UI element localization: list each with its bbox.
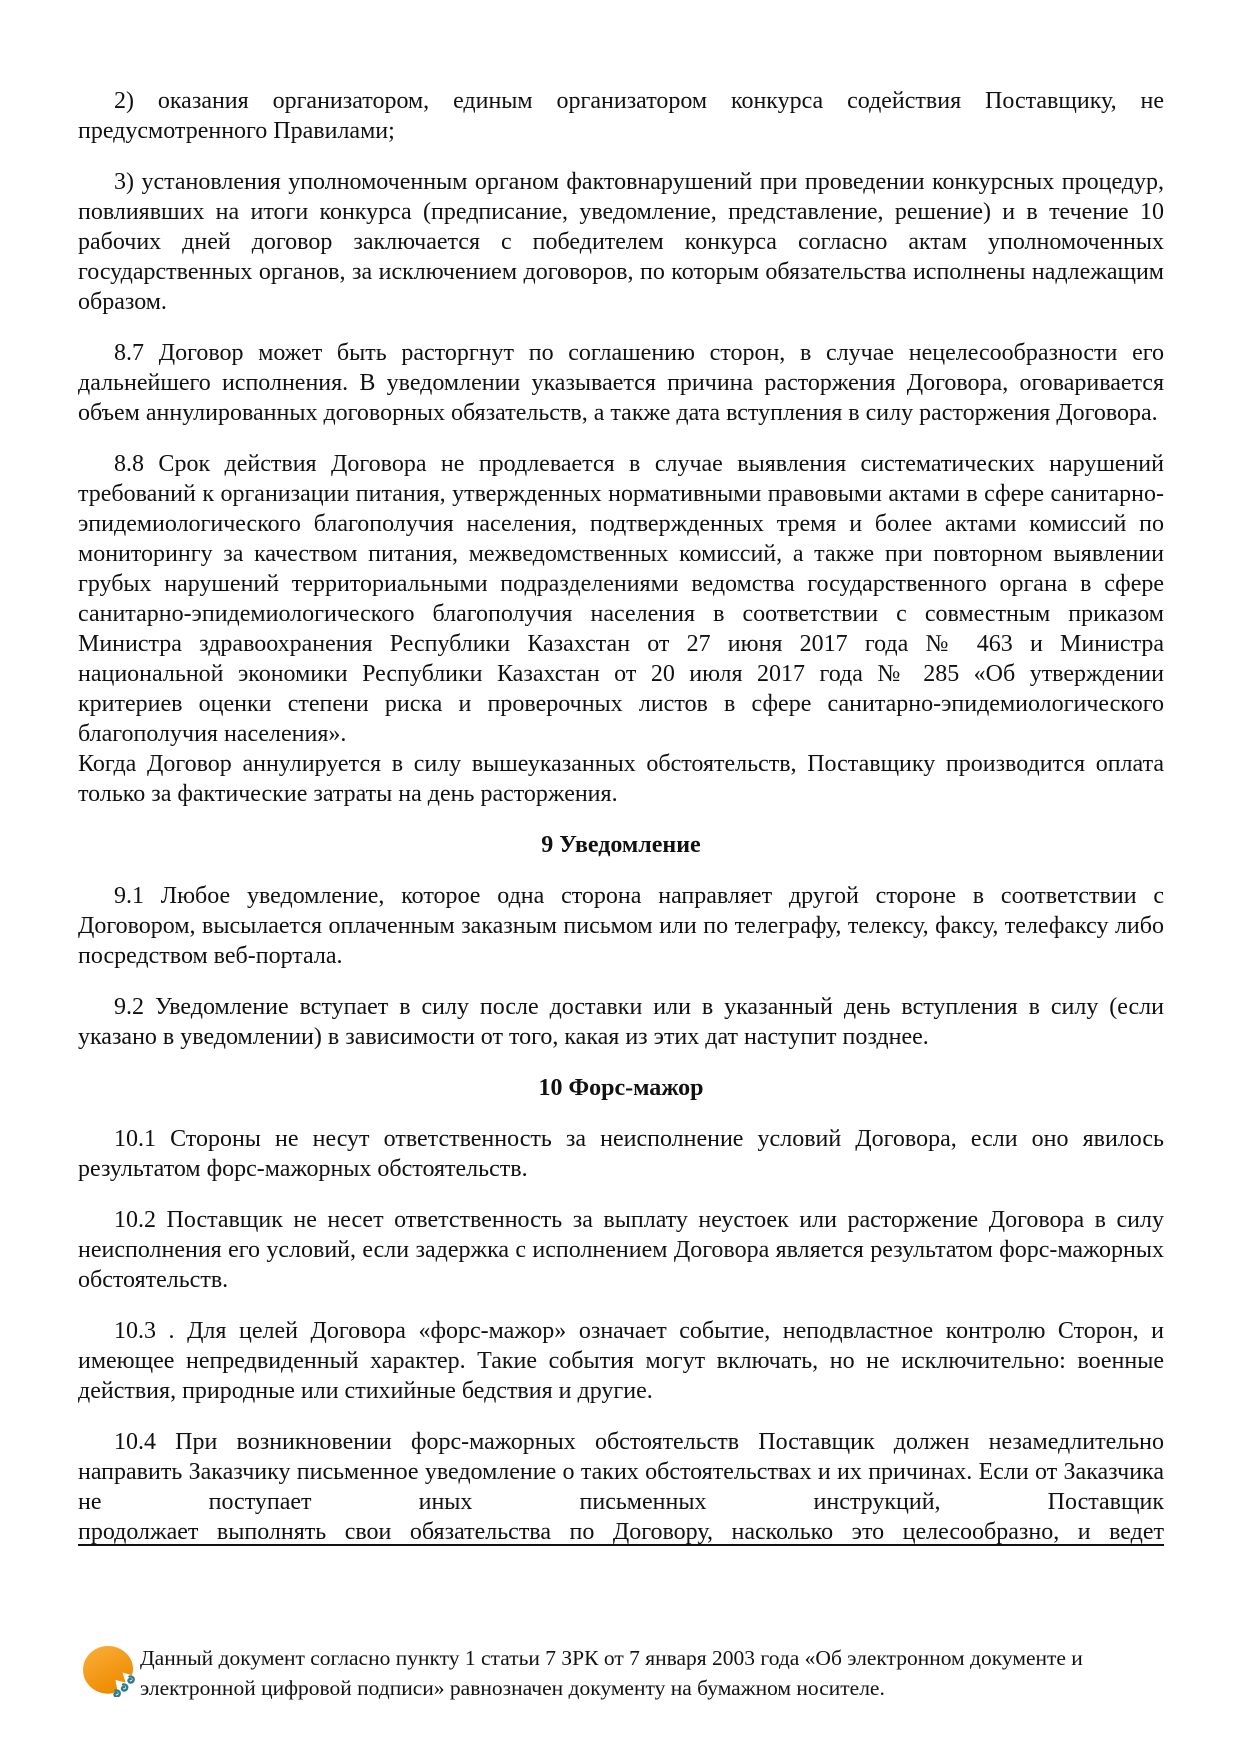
clause-8-7: 8.7 Договор может быть расторгнут по соглашению сторон, в случае нецелесообразности его дальнейшего исполнения. В уведомлении указывается причина расторжения Договора, оговаривается объем аннулированных договорных обязательств, а также дата вступления в силу расторжения Договора. bbox=[78, 340, 1164, 426]
clause-3: 3) установления уполномоченным органом фактовнарушений при проведении конкурсных процедур, повлиявших на итоги конкурса (предписание, уведомление, представление, решение) и в течение 10 рабочих дней договор заключается с победителем конкурса согласно актам уполномоченных государственных органов, за исключением договоров, по которым обязательства исполнены надлежащим образом. bbox=[78, 169, 1164, 315]
contract-text-block bbox=[78, 86, 1164, 1568]
clause-8-8: 8.8 Срок действия Договора не продлевается в случае выявления систематических нарушений требований к организации питания, утвержденных нормативными правовыми актами в сфере санитарно-эпидемиологического благополучия населения, подтвержденных тремя и более актами комиссий по мониторингу за качеством питания, межведомственных комиссий, а также при повторном выявлении грубых нарушений территориальными подразделениями ведомства государственного органа в сфере санитарно-эпидемиологического благополучия населения в соответствии с совместным приказом Министра здравоохранения Республики Казахстан от 27 июня 2017 года № 463 и Министра национальной экономики Республики Казахстан от 20 июля 2017 года № 285 «Об утверждении критериев оценки степени риска и проверочных листов в сфере санитарно-эпидемиологического благополучия населения». bbox=[78, 451, 1164, 747]
esign-note: Данный документ согласно пункту 1 статьи 7 ЗРК от 7 января 2003 года «Об электронном документе и электронной цифровой подписи» равнозначен документу на бумажном носителе. bbox=[140, 1646, 1083, 1700]
clause-10-4-continued: продолжает выполнять свои обязательства по Договору, насколько это целесообразно, и ведет bbox=[78, 1519, 1164, 1545]
clause-10-1: 10.1 Стороны не несут ответственность за неисполнение условий Договора, если оно явилось результатом форс-мажорных обстоятельств. bbox=[78, 1126, 1164, 1182]
goszakup-logo-icon bbox=[82, 1645, 136, 1697]
clause-10-4: 10.4 При возникновении форс-мажорных обстоятельств Поставщик должен незамедлительно направить Заказчику письменное уведомление о таких обстоятельствах и их причинах. Если от Заказчика не поступает иных письменных инструкций, Поставщик bbox=[78, 1429, 1164, 1515]
clause-8-8-note: Когда Договор аннулируется в силу вышеуказанных обстоятельств, Поставщику производится оплата только за фактические затраты на день расторжения. bbox=[78, 751, 1164, 807]
esign-footer bbox=[82, 1643, 1171, 1703]
section-9-heading: 9 Уведомление bbox=[541, 832, 701, 858]
clause-10-2: 10.2 Поставщик не несет ответственность за выплату неустоек или расторжение Договора в силу неисполнения его условий, если задержка с исполнением Договора является результатом форс-мажорных обстоятельств. bbox=[78, 1207, 1164, 1293]
clause-9-1: 9.1 Любое уведомление, которое одна сторона направляет другой стороне в соответствии с Договором, высылается оплаченным заказным письмом или по телеграфу, телексу, факсу, телефаксу либо посредством веб-портала. bbox=[78, 883, 1164, 969]
clause-2: 2) оказания организатором, единым организатором конкурса содействия Поставщику, не предусмотренного Правилами; bbox=[78, 88, 1164, 144]
section-10-heading: 10 Форс-мажор bbox=[538, 1075, 704, 1101]
clause-10-3: 10.3 . Для целей Договора «форс-мажор» означает событие, неподвластное контролю Сторон, и имеющее непредвиденный характер. Такие события могут включать, но не исключительно: военные действия, природные или стихийные бедствия и другие. bbox=[78, 1318, 1164, 1404]
clause-9-2: 9.2 Уведомление вступает в силу после доставки или в указанный день вступления в силу (если указано в уведомлении) в зависимости от того, какая из этих дат наступит позднее. bbox=[78, 994, 1164, 1050]
